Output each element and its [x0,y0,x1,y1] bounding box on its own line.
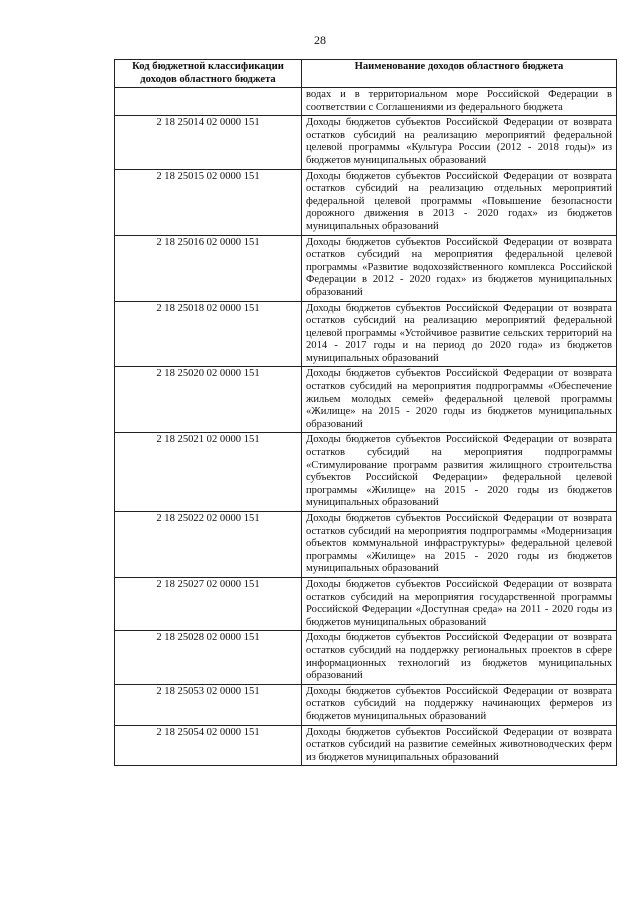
table-row [115,512,617,578]
table-row [115,116,617,169]
row-name: Доходы бюджетов субъектов Российской Федерации от возврата остатков субсидий на мероприятия подпрограммы «Стимулирование программ развития жилищного строительства субъектов Российской Федерации» федеральной целевой программы «Жилище» на 2015 - 2020 годы из бюджетов муниципальных образований [302,433,617,512]
row-code: 2 18 25053 02 0000 151 [115,684,302,725]
row-name: Доходы бюджетов субъектов Российской Федерации от возврата остатков субсидий на мероприятия государственной программы Российской Федерации «Доступная среда» на 2011 - 2020 годы из бюджетов муниципальных образований [302,577,617,630]
table-header [115,60,617,88]
budget-classification-table [114,59,617,766]
row-code: 2 18 25015 02 0000 151 [115,169,302,235]
table-row [115,169,617,235]
row-name: Доходы бюджетов субъектов Российской Федерации от возврата остатков субсидий на мероприятия федеральной целевой программы «Развитие водохозяйственного комплекса Российской Федерации в 2012 - 2020 годах» из бюджетов муниципальных образований [302,235,617,301]
row-code [115,88,302,116]
row-name: Доходы бюджетов субъектов Российской Федерации от возврата остатков субсидий на мероприятия подпрограммы «Модернизация объектов коммунальной инфраструктуры» федеральной целевой программы «Жилище» на 2015 - 2020 годы из бюджетов муниципальных образований [302,512,617,578]
row-code: 2 18 25028 02 0000 151 [115,631,302,684]
table-row [115,88,617,116]
table-row [115,367,617,433]
table-row [115,235,617,301]
row-name: Доходы бюджетов субъектов Российской Федерации от возврата остатков субсидий на реализацию мероприятий федеральной целевой программы «Устойчивое развитие сельских территорий на 2014 - 2017 годы и на период до 2020 года» из бюджетов муниципальных образований [302,301,617,367]
table-row [115,684,617,725]
row-name: Доходы бюджетов субъектов Российской Федерации от возврата остатков субсидий на поддержку начинающих фермеров из бюджетов муниципальных образований [302,684,617,725]
page-number: 28 [314,33,326,47]
row-name: Доходы бюджетов субъектов Российской Федерации от возврата остатков субсидий на мероприятия подпрограммы «Обеспечение жильем молодых семей» федеральной целевой программы «Жилище» на 2015 - 2020 годы из бюджетов муниципальных образований [302,367,617,433]
table-row [115,577,617,630]
row-code: 2 18 25018 02 0000 151 [115,301,302,367]
header-code: Код бюджетной классификации доходов областного бюджета [115,60,302,88]
row-name: Доходы бюджетов субъектов Российской Федерации от возврата остатков субсидий на поддержку региональных проектов в сфере информационных технологий из бюджетов муниципальных образований [302,631,617,684]
row-code: 2 18 25022 02 0000 151 [115,512,302,578]
row-code: 2 18 25021 02 0000 151 [115,433,302,512]
row-name: Доходы бюджетов субъектов Российской Федерации от возврата остатков субсидий на развитие семейных животноводческих ферм из бюджетов муниципальных образований [302,725,617,766]
row-name: Доходы бюджетов субъектов Российской Федерации от возврата остатков субсидий на реализацию мероприятий федеральной целевой программы «Культура России (2012 - 2018 годы)» из бюджетов муниципальных образований [302,116,617,169]
table-row [115,631,617,684]
row-code: 2 18 25020 02 0000 151 [115,367,302,433]
header-name: Наименование доходов областного бюджета [302,60,617,88]
row-code: 2 18 25054 02 0000 151 [115,725,302,766]
row-code: 2 18 25014 02 0000 151 [115,116,302,169]
row-code: 2 18 25027 02 0000 151 [115,577,302,630]
table-row [115,301,617,367]
row-code: 2 18 25016 02 0000 151 [115,235,302,301]
row-name: водах и в территориальном море Российской Федерации в соответствии с Соглашениями из федерального бюджета [302,88,617,116]
row-name: Доходы бюджетов субъектов Российской Федерации от возврата остатков субсидий на реализацию отдельных мероприятий федеральной целевой программы «Повышение безопасности дорожного движения в 2013 - 2020 годах» из бюджетов муниципальных образований [302,169,617,235]
table-body [115,88,617,766]
table-row [115,725,617,766]
table-row [115,433,617,512]
header-row [115,60,617,88]
